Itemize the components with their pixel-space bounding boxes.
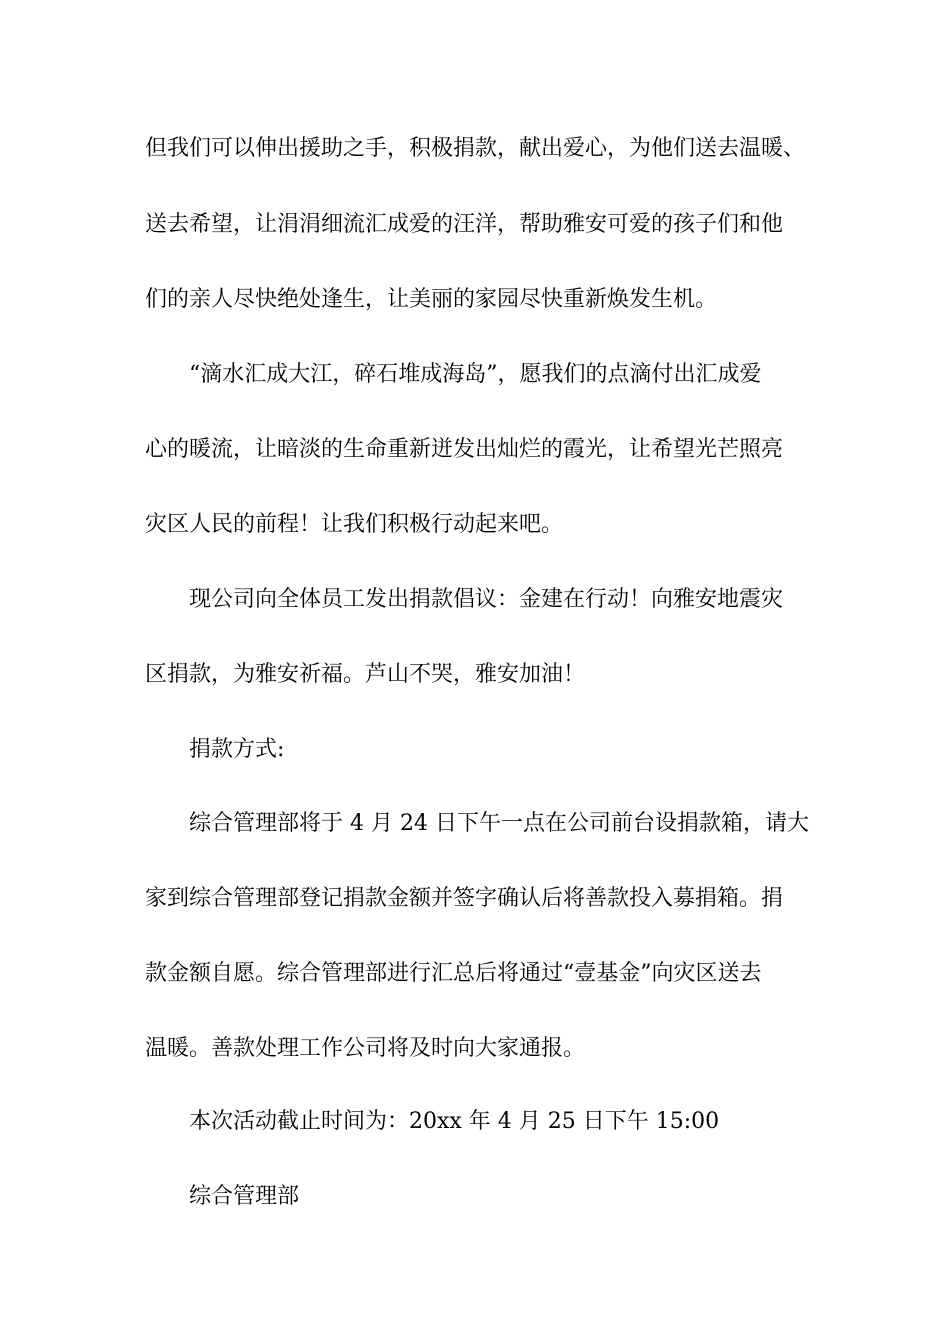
text-line-1: 但我们可以伸出援助之手，积极捐款，献出爱心，为他们送去温暖、 [145, 136, 806, 161]
text-line-3: 们的亲人尽快绝处逢生，让美丽的家园尽快重新焕发生机。 [145, 287, 718, 312]
text-line-9: 捐款方式: [189, 737, 285, 762]
text-line-2: 送去希望，让涓涓细流汇成爱的汪洋，帮助雅安可爱的孩子们和他 [145, 212, 784, 237]
text-line-6: 灾区人民的前程！让我们积极行动起来吧。 [145, 512, 564, 537]
text-line-7: 现公司向全体员工发出捐款倡议：金建在行动！向雅安地震灾 [189, 587, 784, 612]
text-line-11: 家到综合管理部登记捐款金额并签字确认后将善款投入募捐箱。捐 [145, 886, 784, 911]
text-line-8: 区捐款，为雅安祈福。芦山不哭，雅安加油！ [145, 662, 586, 687]
text-line-13: 温暖。善款处理工作公司将及时向大家通报。 [145, 1036, 586, 1061]
text-line-5: 心的暖流，让暗淡的生命重新迸发出灿烂的霞光，让希望光芒照亮 [145, 437, 784, 462]
text-line-14: 本次活动截止时间为：20xx 年 4 月 25 日下午 15:00 [189, 1109, 720, 1134]
text-line-12: 款金额自愿。综合管理部进行汇总后将通过“壹基金”向灾区送去 [145, 961, 762, 986]
text-line-4: “滴水汇成大江，碎石堆成海岛”，愿我们的点滴付出汇成爱 [189, 362, 762, 387]
text-line-15: 综合管理部 [189, 1184, 300, 1209]
text-line-10: 综合管理部将于 4 月 24 日下午一点在公司前台设捐款箱，请大 [189, 811, 809, 836]
